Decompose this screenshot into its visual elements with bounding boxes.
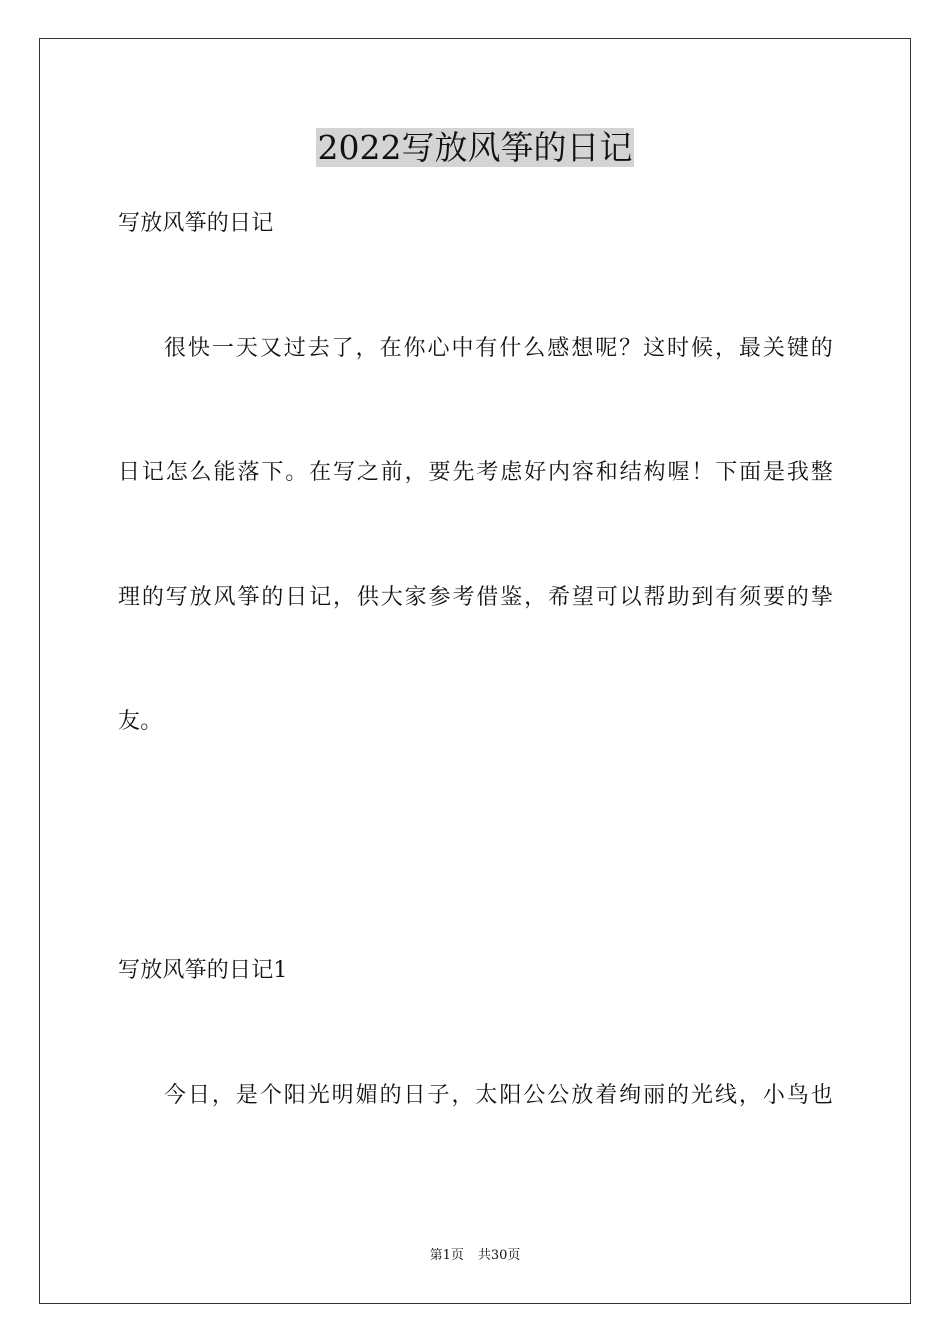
page-footer	[0, 1247, 950, 1265]
section-line-1: 今日，是个阳光明媚的日子，太阳公公放着绚丽的光线，小鸟也	[164, 1083, 833, 1108]
intro-line-2: 日记怎么能落下。在写之前，要先考虑好内容和结构喔！下面是我整	[118, 460, 833, 485]
section-heading: 写放风筝的日记1	[118, 958, 288, 983]
page-number: 第1页	[429, 1248, 464, 1263]
document-title-text: 2022写放风筝的日记	[317, 128, 633, 167]
intro-line-4: 友。	[118, 709, 163, 734]
page-total: 共30页	[477, 1248, 521, 1263]
document-subtitle: 写放风筝的日记	[118, 211, 274, 236]
document-title	[0, 124, 950, 172]
intro-line-1: 很快一天又过去了，在你心中有什么感想呢？这时候，最关键的	[164, 336, 833, 361]
intro-line-3: 理的写放风筝的日记，供大家参考借鉴，希望可以帮助到有须要的挚	[118, 585, 833, 610]
